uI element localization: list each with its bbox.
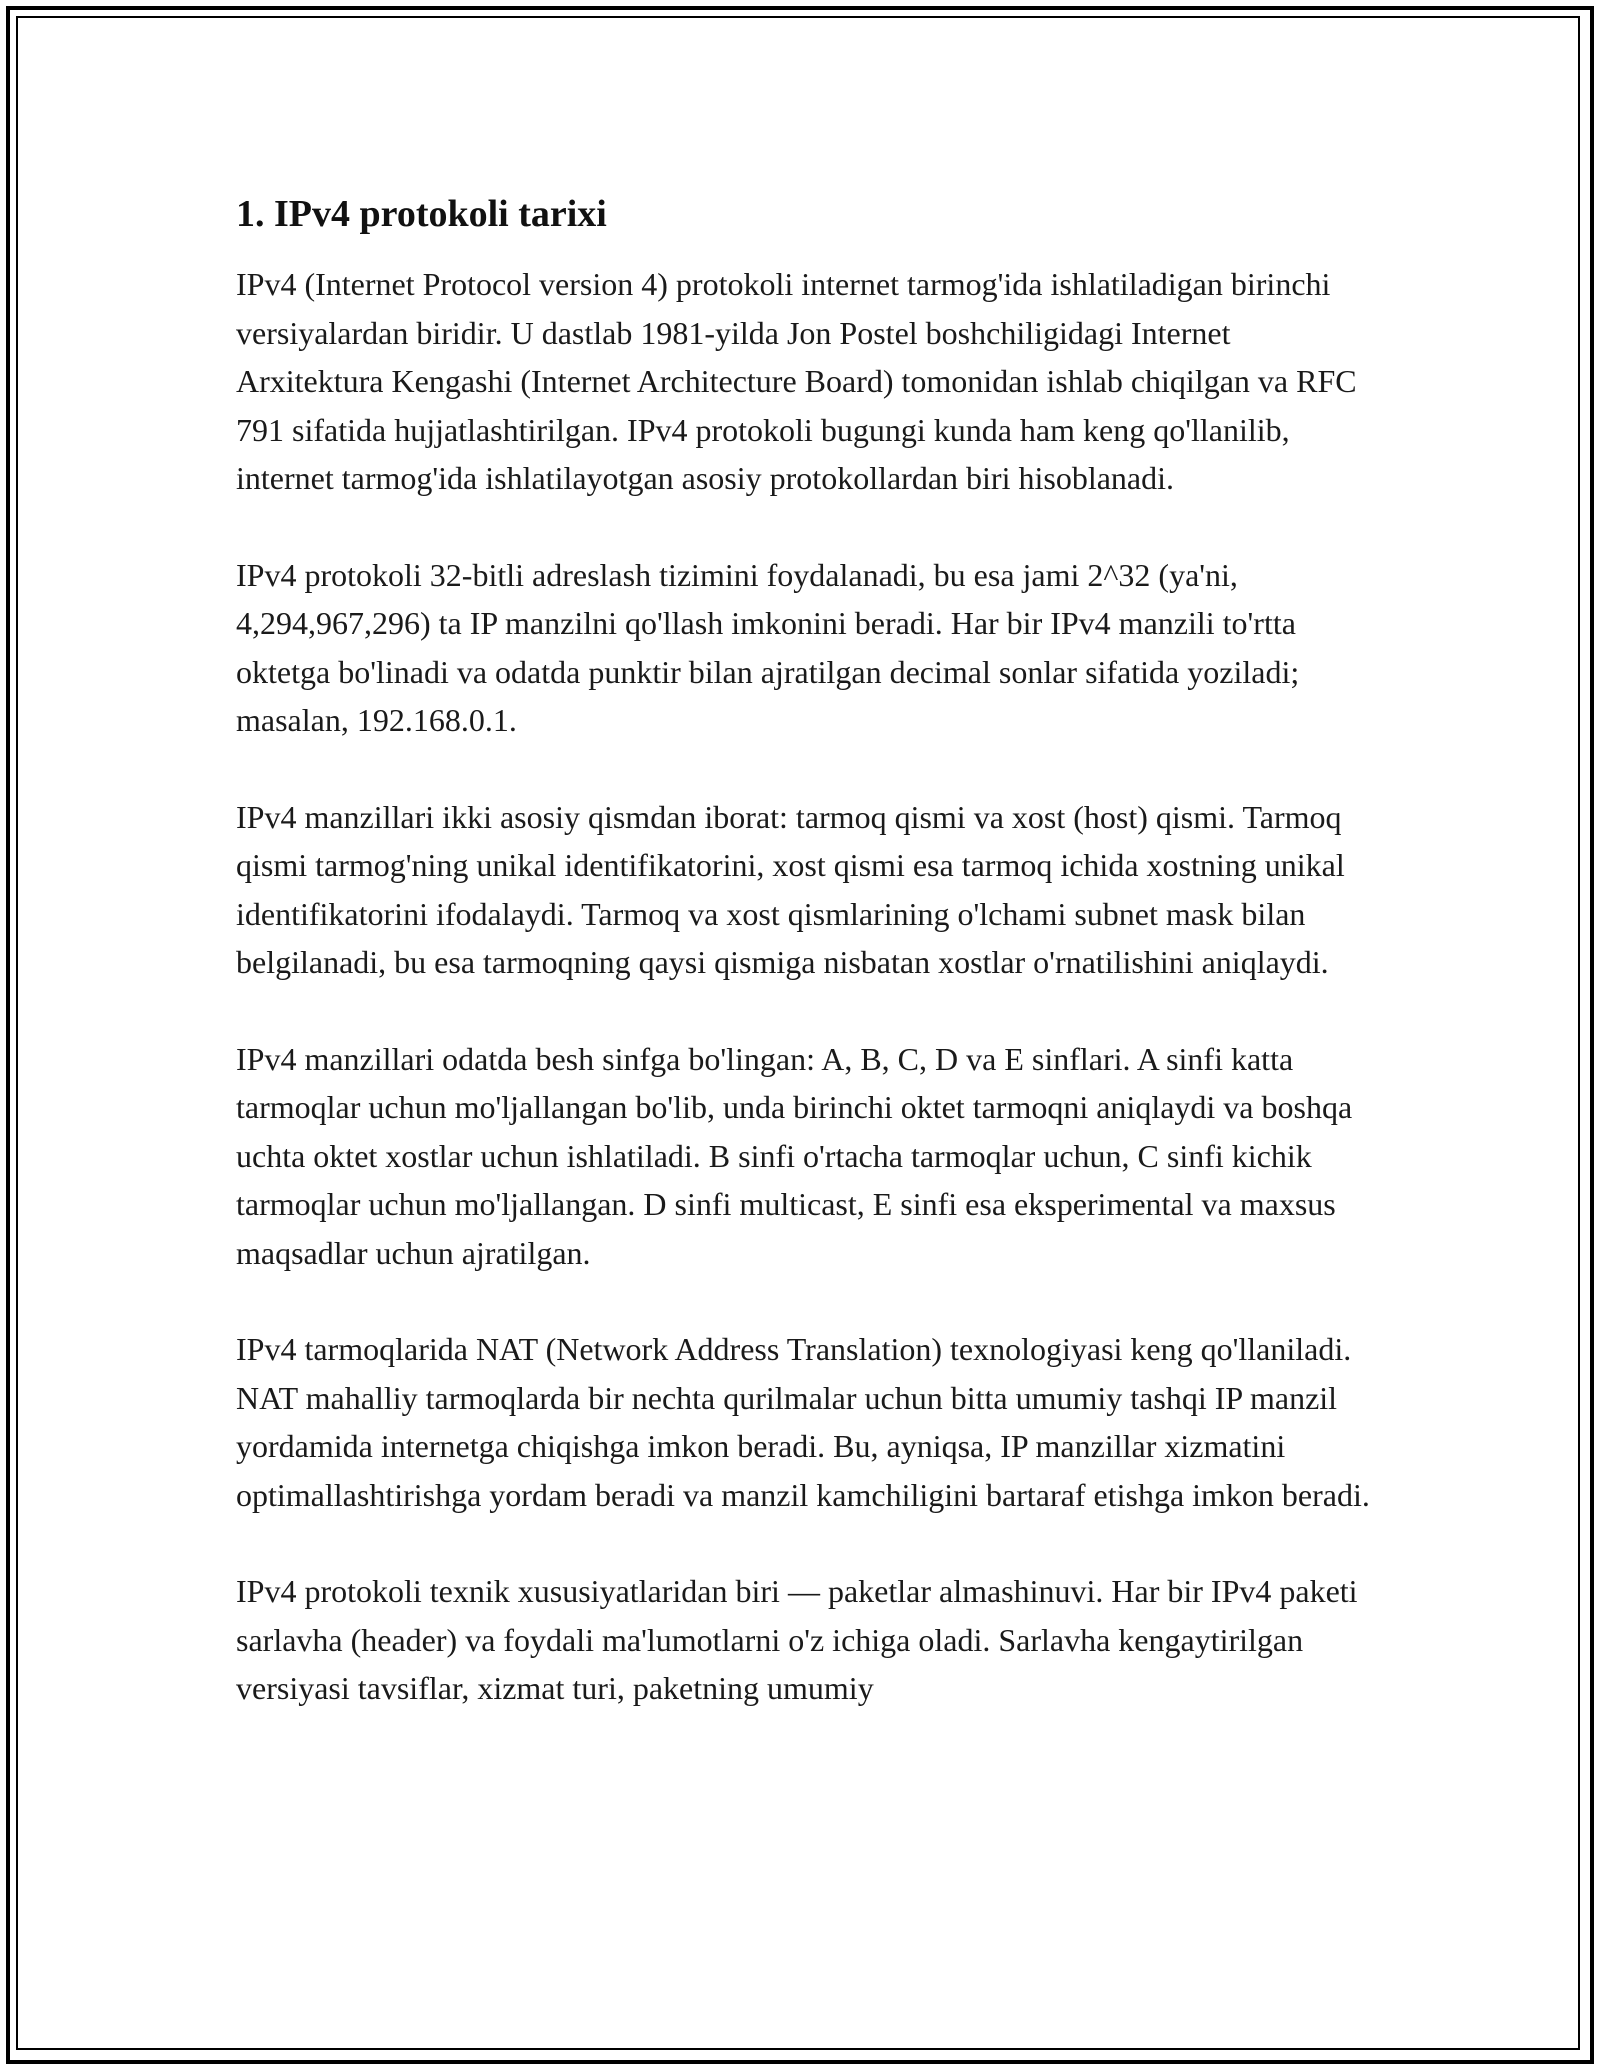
section-heading: 1. IPv4 protokoli tarixi [236, 193, 607, 235]
document-body [236, 190, 1376, 1761]
paragraph-history: IPv4 (Internet Protocol version 4) protokoli internet tarmog'ida ishlatiladigan birinchi versiyalardan biridir. U dastlab 1981-yilda Jon Postel boshchiligidagi Internet Arxitektura Kengashi (Internet Architecture Board) tomonidan ishlab chiqilgan va RFC 791 sifatida hujjatlashtirilgan. IPv4 protokoli bugungi kunda ham keng qo'llanilib, internet tarmog'ida ishlatilayotgan asosiy protokollardan biri hisoblanadi. [236, 266, 1357, 496]
paragraph-nat: IPv4 tarmoqlarida NAT (Network Address Translation) texnologiyasi keng qo'llaniladi. NAT mahalliy tarmoqlarda bir nechta qurilmalar uchun bitta umumiy tashqi IP manzil yordamida internetga chiqishga imkon beradi. Bu, ayniqsa, IP manzillar xizmatini optimallashtirishga yordam beradi va manzil kamchiligini bartaraf etishga imkon beradi. [236, 1331, 1370, 1513]
paragraph-packets: IPv4 protokoli texnik xususiyatlaridan biri — paketlar almashinuvi. Har bir IPv4 paketi sarlavha (header) va foydali ma'lumotlarni o'z ichiga oladi. Sarlavha kengaytirilgan versiyasi tavsiflar, xizmat turi, paketning umumiy [236, 1573, 1358, 1706]
paragraph-addressing: IPv4 protokoli 32-bitli adreslash tizimini foydalanadi, bu esa jami 2^32 (ya'ni, 4,294,967,296) ta IP manzilni qo'llash imkonini beradi. Har bir IPv4 manzili to'rtta oktetga bo'linadi va odatda punktir bilan ajratilgan decimal sonlar sifatida yoziladi; masalan, 192.168.0.1. [236, 556, 1300, 738]
paragraph-network-host: IPv4 manzillari ikki asosiy qismdan iborat: tarmoq qismi va xost (host) qismi. Tarmoq qismi tarmog'ning unikal identifikatorini, xost qismi esa tarmoq ichida xostning unikal identifikatorini ifodalaydi. Tarmoq va xost qismlarining o'lchami subnet mask bilan belgilanadi, bu esa tarmoqning qaysi qismiga nisbatan xostlar o'rnatilishini aniqlaydi. [236, 798, 1345, 980]
paragraph-classes: IPv4 manzillari odatda besh sinfga bo'lingan: A, B, C, D va E sinflari. A sinfi katta tarmoqlar uchun mo'ljallangan bo'lib, unda birinchi oktet tarmoqni aniqlaydi va boshqa uchta oktet xostlar uchun ishlatiladi. B sinfi o'rtacha tarmoqlar uchun, C sinfi kichik tarmoqlar uchun mo'ljallangan. D sinfi multicast, E sinfi esa eksperimental va maxsus maqsadlar uchun ajratilgan. [236, 1040, 1353, 1271]
